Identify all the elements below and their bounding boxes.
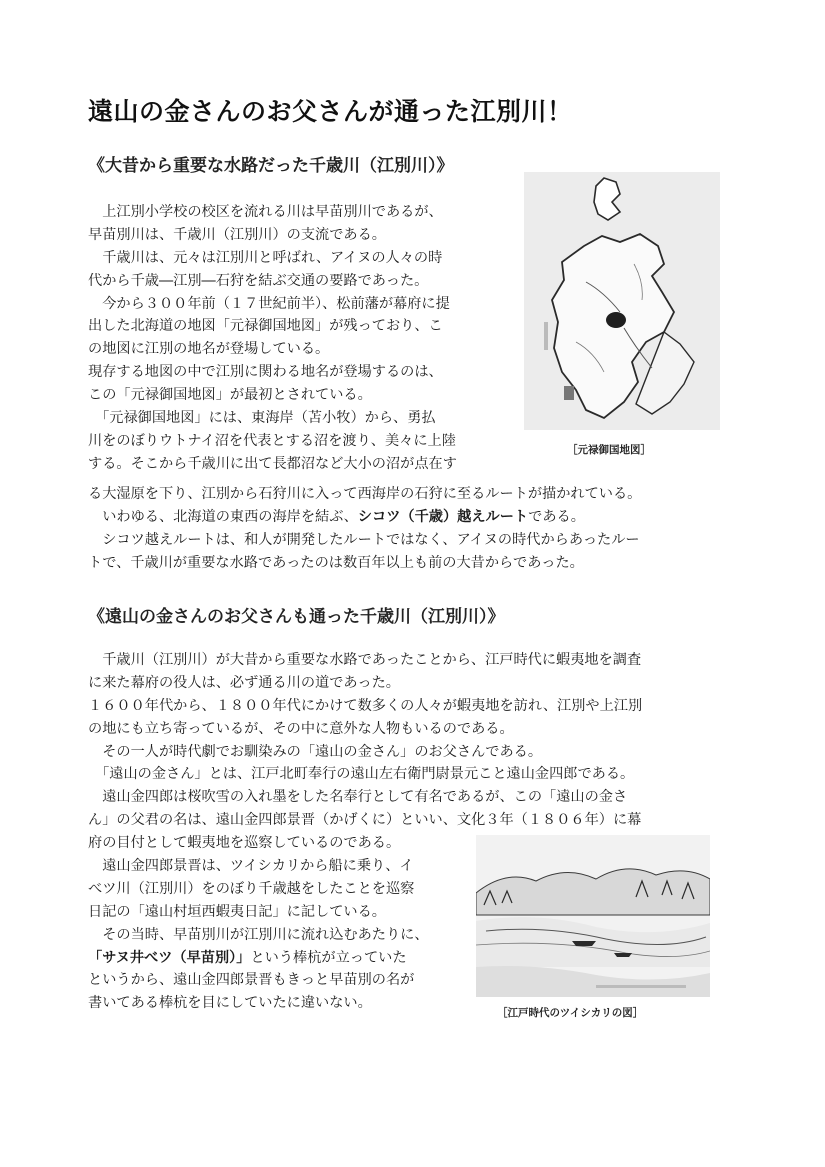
text-line: の地にも立ち寄っているが、その中に意外な人物もいるのである。: [88, 720, 514, 737]
text-run: いわゆる、北海道の東西の海岸を結ぶ、: [88, 508, 358, 525]
text-line: 書いてある棒杭を目にしていたに違いない。: [88, 995, 372, 1012]
text-line: この「元禄御国地図」が最初とされている。: [88, 387, 372, 404]
text-line: に来た幕府の役人は、必ず通る川の道であった。: [88, 674, 400, 691]
text-line: 府の目付として蝦夷地を巡察しているのである。: [88, 835, 401, 852]
old-map-figure: [524, 172, 720, 430]
text-line: その一人が時代劇でお馴染みの「遠山の金さん」のお父さんである。: [88, 743, 543, 760]
text-line: 遠山金四郎景晋は、ツイシカリから船に乗り、イ: [88, 858, 414, 874]
section2-body-wide: [88, 649, 642, 855]
text-run: である。: [528, 508, 585, 525]
text-line: 今から３００年前（１７世紀前半）、松前藩が幕府に提: [88, 295, 450, 312]
map-caption: ［元禄御国地図］: [567, 444, 651, 456]
text-line: る大湿原を下り、江別から石狩川に入って西海岸の石狩に至るルートが描かれている。: [88, 486, 642, 502]
section1-body-wide: [88, 483, 641, 575]
river-caption: ［江戸時代のツイシカリの図］: [497, 1007, 644, 1019]
text-line: シコツ越えルートは、和人が開発したルートではなく、アイヌの時代からあったルー: [88, 531, 640, 548]
page-title: 遠山の金さんのお父さんが通った江別川！: [88, 97, 573, 126]
text-line: 出した北海道の地図「元禄御国地図」が残っており、こ: [88, 318, 443, 335]
text-line: 代から千歳―江別―石狩を結ぶ交通の要路であった。: [88, 272, 429, 289]
text-line: ん」の父君の名は、遠山金四郎景晋（かげくに）といい、文化３年（１８０６年）に幕: [88, 812, 642, 829]
text-line: [88, 506, 641, 529]
text-line: の地図に江別の地名が登場している。: [88, 341, 330, 358]
text-line: トで、千歳川が重要な水路であったのは数百年以上も前の大昔からであった。: [88, 554, 584, 571]
text-line: [88, 947, 429, 970]
text-line: 現存する地図の中で江別に関わる地名が登場するのは、: [88, 364, 443, 381]
section2-heading: 《遠山の金さんのお父さんも通った千歳川（江別川）》: [88, 607, 505, 627]
text-line: 遠山金四郎は桜吹雪の入れ墨をした名奉行として有名であるが、この「遠山の金さ: [88, 789, 628, 806]
text-line: 千歳川は、元々は江別川と呼ばれ、アイヌの人々の時: [88, 249, 443, 266]
text-line: 川をのぼりウトナイ沼を代表とする沼を渡り、美々に上陸: [88, 432, 456, 449]
section1-heading: 《大昔から重要な水路だった千歳川（江別川）》: [88, 156, 454, 176]
text-line: 「元禄御国地図」には、東海岸（苫小牧）から、勇払: [88, 410, 436, 427]
text-run: という棒杭が立っていた: [250, 949, 407, 966]
text-line: その当時、早苗別川が江別川に流れ込むあたりに、: [88, 926, 429, 943]
river-figure: [476, 835, 710, 997]
section2-body-narrow: [88, 855, 429, 1015]
text-line: べツ川（江別川）をのぼり千歳越をしたことを巡察: [88, 880, 415, 897]
text-line: する。そこから千歳川に出て長都沼など大小の沼が点在す: [88, 455, 457, 472]
river-landscape-image: [476, 835, 710, 997]
text-line: 上江別小学校の校区を流れる川は早苗別川であるが、: [88, 204, 443, 220]
text-line: １６００年代から、１８００年代にかけて数多くの人々が蝦夷地を訪れ、江別や上江別: [88, 697, 643, 714]
route-name-bold: シコツ（千歳）越えルート: [357, 508, 529, 525]
post-name-bold: 「サヌ井べツ（早苗別）」: [88, 949, 251, 966]
text-line: 早苗別川は、千歳川（江別川）の支流である。: [88, 226, 386, 243]
text-line: 日記の「遠山村垣西蝦夷日記」に記している。: [88, 903, 386, 920]
text-line: 「遠山の金さん」とは、江戸北町奉行の遠山左右衛門尉景元こと遠山金四郎である。: [88, 766, 635, 783]
text-line: というから、遠山金四郎景晋もきっと早苗別の名が: [88, 972, 415, 989]
old-map-image: [524, 172, 720, 430]
section1-body-narrow: [88, 201, 457, 476]
text-line: 千歳川（江別川）が大昔から重要な水路であったことから、江戸時代に蝦夷地を調査: [88, 652, 642, 668]
